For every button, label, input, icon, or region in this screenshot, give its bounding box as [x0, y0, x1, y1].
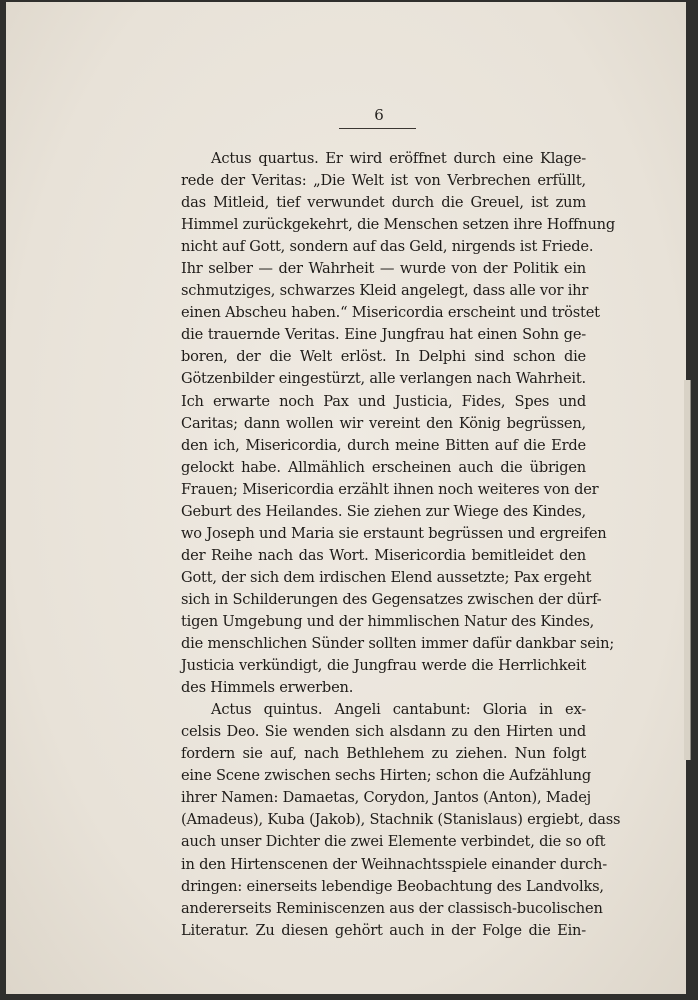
text-line: die menschlichen Sünder sollten immer dafür dankbar sein;	[181, 635, 615, 653]
text-line: das Mitleid, tief verwundet durch die Greuel, ist zum	[181, 194, 586, 212]
text-line: Caritas; dann wollen wir vereint den König begrüssen,	[181, 414, 586, 432]
text-line: tigen Umgebung und der himmlischen Natur des Kindes,	[181, 612, 595, 630]
text-line: gelockt habe. Allmählich erscheinen auch die übrigen	[181, 458, 586, 476]
text-line: ihrer Namen: Damaetas, Corydon, Jantos (Anton), Madej	[181, 789, 592, 807]
text-line: eine Scene zwischen sechs Hirten; schon die Aufzählung	[181, 767, 592, 785]
text-line: fordern sie auf, nach Bethlehem zu ziehen. Nun folgt	[181, 745, 586, 763]
text-line: den ich, Misericordia, durch meine Bitten auf die Erde	[181, 436, 586, 454]
book-page	[6, 2, 686, 994]
text-line: Götzenbilder eingestürzt, alle verlangen nach Wahrheit.	[181, 370, 586, 388]
text-line: rede der Veritas: „Die Welt ist von Verbrechen erfüllt,	[181, 172, 586, 190]
text-line: in den Hirtenscenen der Weihnachtsspiele einander durch-	[181, 855, 607, 873]
text-line: die trauernde Veritas. Eine Jungfrau hat einen Sohn ge-	[181, 326, 586, 344]
page-edge	[684, 380, 691, 760]
text-line: Frauen; Misericordia erzählt ihnen noch weiteres von der	[181, 480, 599, 498]
page-number-rule	[339, 128, 416, 129]
text-line: dringen: einerseits lebendige Beobachtung des Landvolks,	[181, 877, 604, 895]
page-number: 6	[374, 106, 384, 124]
text-line: celsis Deo. Sie wenden sich alsdann zu den Hirten und	[181, 723, 586, 741]
text-line: Ich erwarte noch Pax und Justicia, Fides, Spes und	[181, 392, 586, 410]
text-line: der Reihe nach das Wort. Misericordia bemitleidet den	[181, 546, 586, 564]
text-line: Geburt des Heilandes. Sie ziehen zur Wiege des Kindes,	[181, 502, 586, 520]
text-line: schmutziges, schwarzes Kleid angelegt, dass alle vor ihr	[181, 282, 589, 300]
text-line: nicht auf Gott, sondern auf das Geld, nirgends ist Friede.	[181, 238, 594, 256]
text-line: einen Abscheu haben.“ Misericordia erscheint und tröstet	[181, 304, 600, 322]
text-line: andererseits Reminiscenzen aus der classisch-bucolischen	[181, 899, 603, 917]
text-line: sich in Schilderungen des Gegensatzes zwischen der dürf-	[181, 590, 602, 608]
body-text	[181, 148, 621, 942]
text-line: Actus quintus. Angeli cantabunt: Gloria in ex-	[211, 701, 586, 719]
text-line: Actus quartus. Er wird eröffnet durch eine Klage-	[211, 150, 586, 167]
text-line: Literatur. Zu diesen gehört auch in der Folge die Ein-	[181, 921, 586, 939]
text-line: boren, der die Welt erlöst. In Delphi sind schon die	[181, 348, 586, 366]
text-line: Ihr selber — der Wahrheit — wurde von der Politik ein	[181, 260, 586, 278]
text-line: Himmel zurückgekehrt, die Menschen setzen ihre Hoffnung	[181, 216, 615, 234]
text-line: (Amadeus), Kuba (Jakob), Stachnik (Stanislaus) ergiebt, dass	[181, 811, 621, 829]
text-line: wo Joseph und Maria sie erstaunt begrüssen und ergreifen	[181, 524, 607, 542]
text-line: auch unser Dichter die zwei Elemente verbindet, die so oft	[181, 833, 606, 851]
text-line: Gott, der sich dem irdischen Elend aussetzte; Pax ergeht	[181, 568, 592, 586]
text-line: des Himmels erwerben.	[181, 679, 354, 697]
text-line: Justicia verkündigt, die Jungfrau werde die Herrlichkeit	[181, 657, 586, 675]
